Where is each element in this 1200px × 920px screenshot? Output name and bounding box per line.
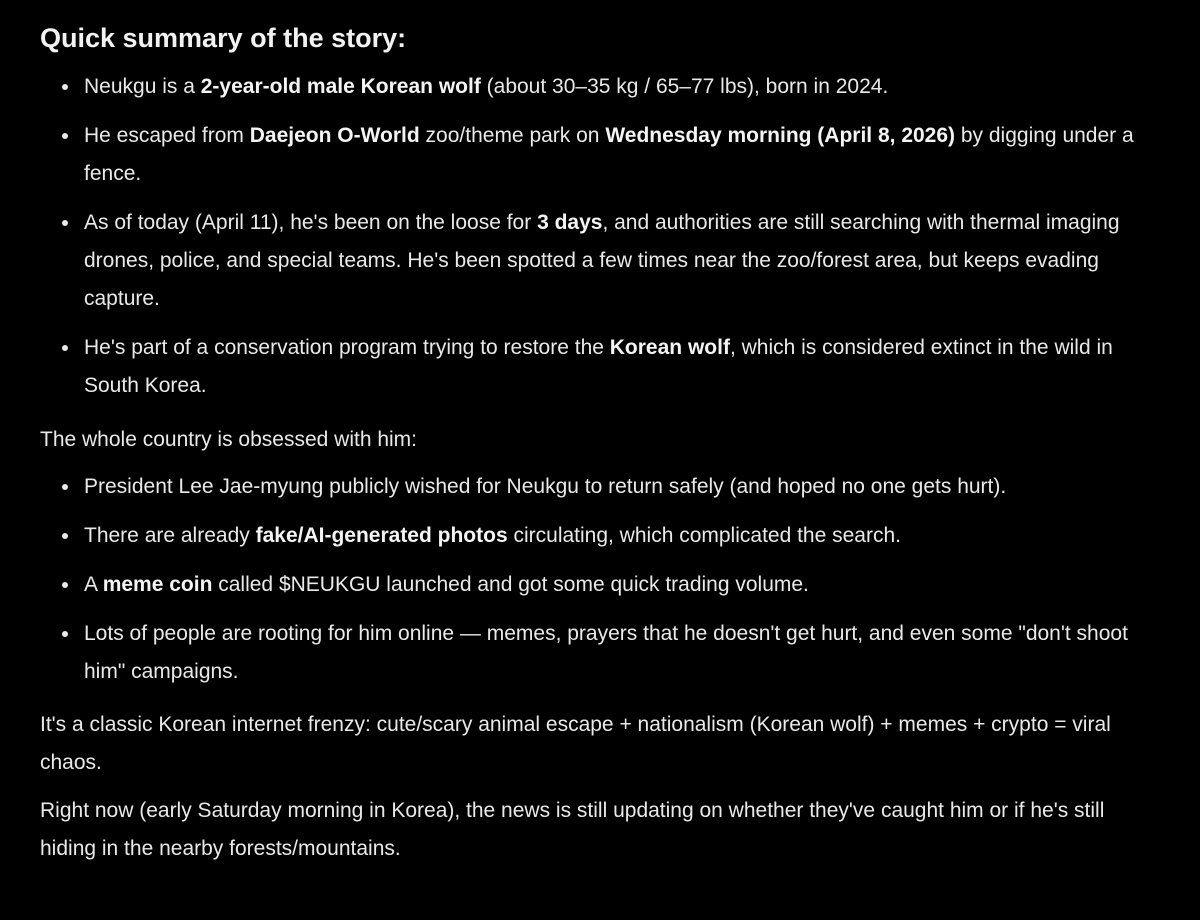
list-item: As of today (April 11), he's been on the loose for 3 days, and authorities are still searching with thermal imaging drones, police, and special teams. He's been spotted a few times near the zoo/forest area, but keeps evading capture.	[40, 204, 1160, 318]
bullet-icon	[62, 84, 68, 90]
list-item: Lots of people are rooting for him online — memes, prayers that he doesn't get hurt, and even some "don't shoot him" campaigns.	[40, 615, 1160, 691]
bullet-icon	[62, 533, 68, 539]
bullet-icon	[62, 484, 68, 490]
message-content	[40, 18, 1160, 868]
bullet-icon	[62, 631, 68, 637]
bullet-icon	[62, 220, 68, 226]
closing-paragraph-frenzy: It's a classic Korean internet frenzy: cute/scary animal escape + nationalism (Korean wolf) + memes + crypto = viral chaos.	[40, 713, 1111, 774]
list-item: He's part of a conservation program trying to restore the Korean wolf, which is considered extinct in the wild in South Korea.	[40, 329, 1160, 405]
list-item: There are already fake/AI-generated photos circulating, which complicated the search.	[40, 517, 1160, 555]
obsessed-intro: The whole country is obsessed with him:	[40, 428, 418, 451]
closing-paragraph-status: Right now (early Saturday morning in Korea), the news is still updating on whether they've caught him or if he's still hiding in the nearby forests/mountains.	[40, 799, 1105, 860]
summary-heading: Quick summary of the story:	[40, 23, 407, 53]
bullet-icon	[62, 133, 68, 139]
bullet-icon	[62, 345, 68, 351]
list-item: President Lee Jae-myung publicly wished for Neukgu to return safely (and hoped no one gets hurt).	[40, 468, 1160, 506]
list-item: He escaped from Daejeon O-World zoo/theme park on Wednesday morning (April 8, 2026) by digging under a fence.	[40, 117, 1160, 193]
story-list	[40, 68, 1160, 405]
obsessed-list	[40, 468, 1160, 691]
bullet-icon	[62, 582, 68, 588]
list-item: Neukgu is a 2-year-old male Korean wolf (about 30–35 kg / 65–77 lbs), born in 2024.	[40, 68, 1160, 106]
list-item: A meme coin called $NEUKGU launched and got some quick trading volume.	[40, 566, 1160, 604]
